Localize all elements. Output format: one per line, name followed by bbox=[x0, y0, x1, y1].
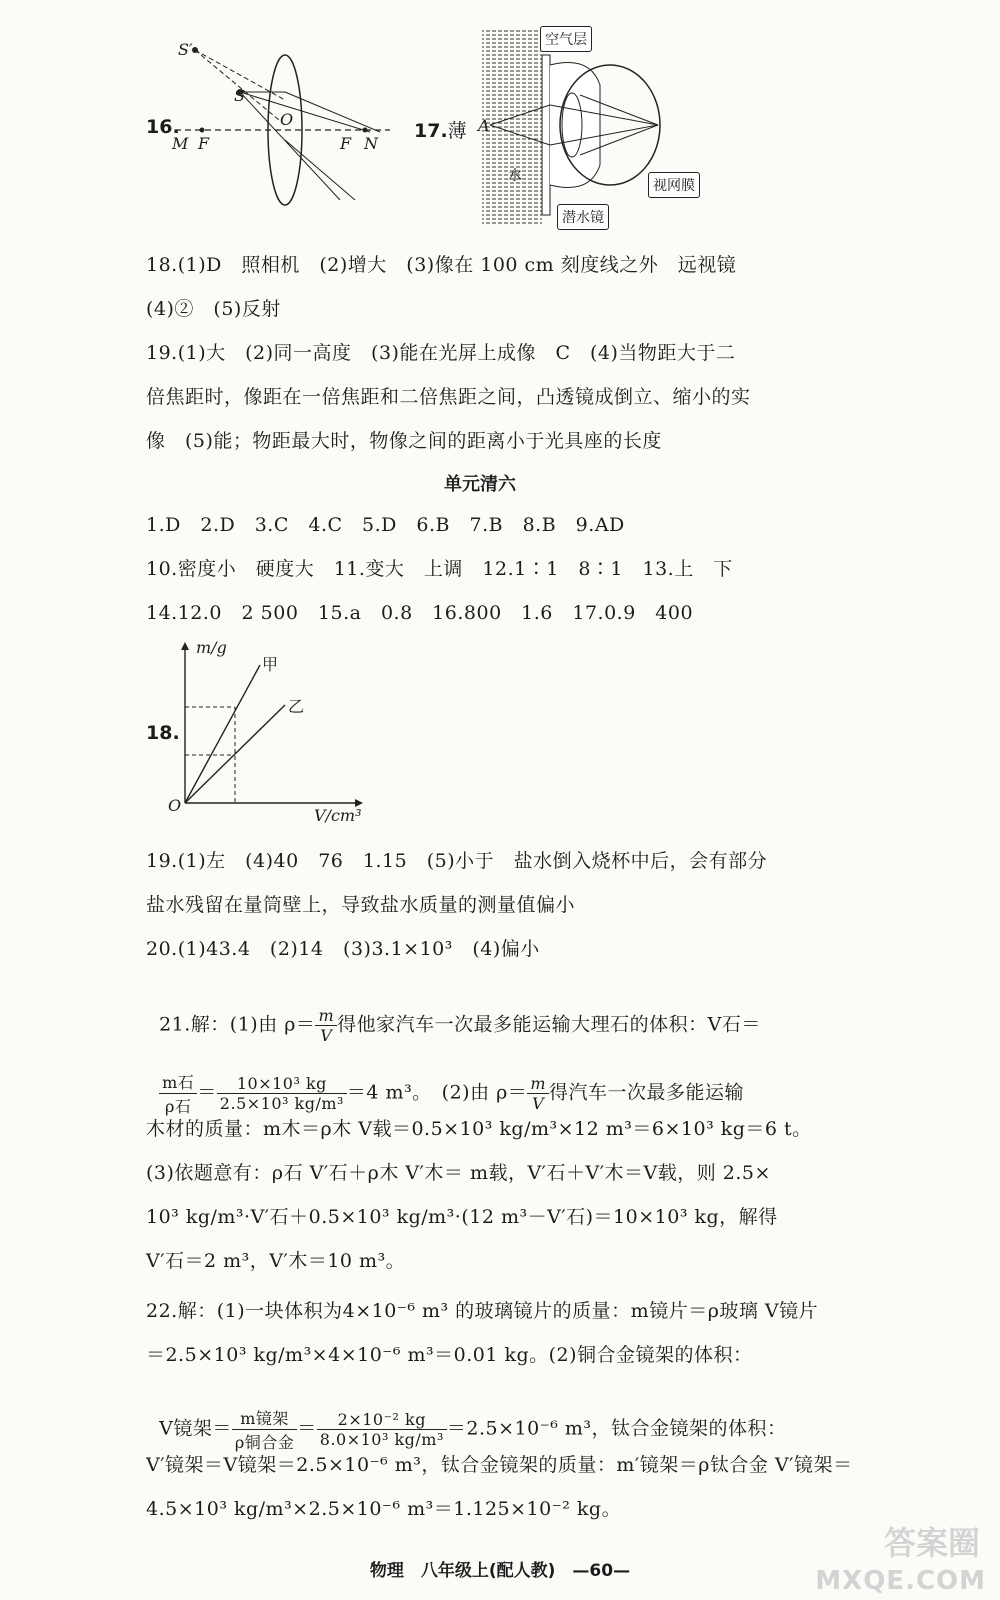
label-f-right: F bbox=[340, 134, 352, 153]
label-s: S bbox=[234, 86, 245, 105]
label-air-layer: 空气层 bbox=[540, 26, 592, 52]
label-water: 水 bbox=[508, 168, 522, 184]
unit-title: 单元清六 bbox=[444, 474, 516, 495]
fraction-stone-value: $\frac{\text{10×10³ kg}}{\text{2.5×10³ kg/m³}}$ bbox=[217, 1074, 347, 1113]
unit6-answers-1: 1.D 2.D 3.C 4.C 5.D 6.B 7.B 8.B 9.AD bbox=[146, 514, 625, 536]
answer-18-line1: 18.(1)D 照相机 (2)增大 (3)像在 100 cm 刻度线之外 远视镜 bbox=[146, 254, 737, 276]
q16-number: 16. bbox=[146, 116, 180, 138]
graph-ylabel: m/g bbox=[196, 638, 227, 657]
answer-21-line4: (3)依题意有：ρ石 V′石＋ρ木 V′木＝ m载，V′石＋V′木＝V载，则 2.5× bbox=[146, 1162, 771, 1184]
answer-21-line6: V′石＝2 m³，V′木＝10 m³。 bbox=[146, 1250, 406, 1272]
fraction-m-over-v-2: $\frac{m}{V}$ bbox=[527, 1074, 549, 1113]
answer-21-line5: 10³ kg/m³·V′石＋0.5×10³ kg/m³·(12 m³－V′石)＝10×10³ kg，解得 bbox=[146, 1206, 778, 1228]
answer-19-line1: 19.(1)大 (2)同一高度 (3)能在光屏上成像 C (4)当物距大于二 bbox=[146, 342, 736, 364]
q17-number: 17.薄 bbox=[414, 120, 467, 142]
graph-number: 18. bbox=[146, 722, 180, 744]
graph-xlabel: V/cm³ bbox=[314, 806, 362, 825]
label-m: M bbox=[172, 134, 189, 153]
label-o: O bbox=[280, 110, 294, 129]
answer-22-line5: 4.5×10³ kg/m³×2.5×10⁻⁶ m³＝1.125×10⁻² kg。 bbox=[146, 1498, 622, 1520]
watermark-url: MXQE.COM bbox=[815, 1566, 986, 1596]
graph-label-a: 甲 bbox=[262, 655, 279, 674]
unit6-answers-2: 10.密度小 硬度大 11.变大 上调 12.1∶1 8∶1 13.上 下 bbox=[146, 558, 733, 580]
answer-21-line1: 21.解：(1)由 ρ＝ $\frac{m}{V}$ 得他家汽车一次最多能运输大理石的体积：V石＝ bbox=[159, 1006, 761, 1045]
graph-origin: O bbox=[168, 796, 182, 815]
answer-21-line2: $\frac{\text{m石}}{\text{ρ石}}$ ＝ $\frac{\text{10×10³ kg}}{\text{2.5×10³ kg/m³}}$ ＝4 m³。 (2)由 ρ＝ $\frac{m}{V}$ 得汽车一次最多能运输 bbox=[146, 1048, 744, 1117]
label-n: N bbox=[364, 134, 378, 153]
page-footer: 物理 八年级上(配人教) —60— bbox=[369, 1561, 631, 1581]
label-a: A bbox=[478, 116, 490, 135]
label-f-left: F bbox=[198, 134, 210, 153]
graph-label-b: 乙 bbox=[288, 697, 305, 716]
answer-19-line2: 倍焦距时，像距在一倍焦距和二倍焦距之间，凸透镜成倒立、缩小的实 bbox=[146, 386, 751, 408]
answer-22-line3: V镜架＝ $\frac{\text{m镜架}}{\text{ρ铜合金}}$ ＝ $\frac{\text{2×10⁻² kg}}{\text{8.0×10³ kg/m³}}$ ＝2.5×10⁻⁶ m³，钛合金镜架的体积： bbox=[146, 1384, 787, 1453]
answer-18-line2: (4)② (5)反射 bbox=[146, 298, 281, 320]
unit6-answer-19-line2: 盐水残留在量筒壁上，导致盐水质量的测量值偏小 bbox=[146, 894, 576, 916]
unit6-answer-20: 20.(1)43.4 (2)14 (3)3.1×10³ (4)偏小 bbox=[146, 938, 540, 960]
watermark-logo: 答案圈 bbox=[883, 1524, 980, 1562]
answer-22-line4: V′镜架＝V镜架＝2.5×10⁻⁶ m³，钛合金镜架的质量：m′镜架＝ρ钛合金 V′镜架＝ bbox=[146, 1454, 853, 1476]
fraction-m-frame: $\frac{\text{m镜架}}{\text{ρ铜合金}}$ bbox=[232, 1406, 297, 1453]
answer-22-line1: 22.解：(1)一块体积为4×10⁻⁶ m³ 的玻璃镜片的质量：m镜片＝ρ玻璃 V镜片 bbox=[146, 1300, 819, 1322]
answer-22-line2: ＝2.5×10³ kg/m³×4×10⁻⁶ m³＝0.01 kg。(2)铜合金镜架的体积： bbox=[146, 1344, 753, 1366]
unit6-answers-3: 14.12.0 2 500 15.a 0.8 16.800 1.6 17.0.9 400 bbox=[146, 602, 694, 624]
goggles-eye-diagram bbox=[480, 25, 680, 230]
label-retina: 视网膜 bbox=[648, 172, 700, 198]
label-goggles: 潜水镜 bbox=[557, 204, 609, 230]
answer-19-line3: 像 (5)能；物距最大时，物像之间的距离小于光具座的长度 bbox=[146, 430, 662, 452]
series-a-line bbox=[185, 665, 260, 803]
label-s-prime: S′ bbox=[178, 40, 193, 59]
fraction-m-stone: $\frac{\text{m石}}{\text{ρ石}}$ bbox=[159, 1070, 197, 1117]
fraction-m-over-v: $\frac{m}{V}$ bbox=[315, 1006, 337, 1045]
unit6-answer-19-line1: 19.(1)左 (4)40 76 1.15 (5)小于 盐水倒入烧杯中后，会有部分 bbox=[146, 850, 768, 872]
answer-21-line3: 木材的质量：m木＝ρ木 V载＝0.5×10³ kg/m³×12 m³＝6×10³ kg＝6 t。 bbox=[146, 1118, 812, 1140]
series-b-line bbox=[185, 705, 285, 803]
fraction-frame-value: $\frac{\text{2×10⁻² kg}}{\text{8.0×10³ kg/m³}}$ bbox=[317, 1410, 447, 1449]
